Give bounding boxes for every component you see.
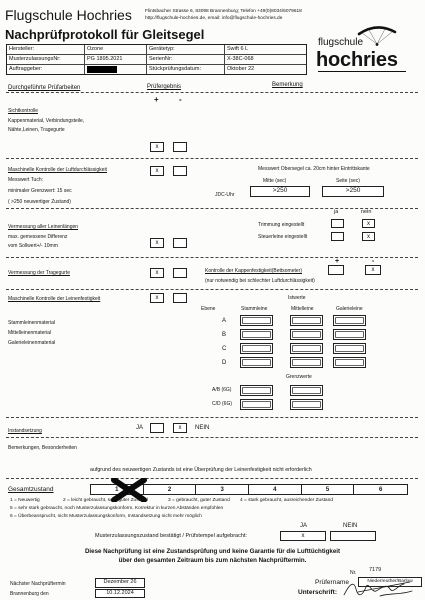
porosity-minus-checkbox <box>173 166 187 176</box>
canopy-strength-note: (nur notwendig bei schlechter Luftdurchlässigkeit) <box>205 278 315 284</box>
porosity-middle-label: Mitte (sec) <box>263 178 287 184</box>
place-date-value: 10.12.2024 <box>95 589 145 598</box>
minus-header: - <box>179 95 182 104</box>
lines-yes-header: ja <box>334 209 339 215</box>
porosity-plus-checkbox: x <box>150 166 164 176</box>
line-strength-plus-checkbox: x <box>150 293 164 303</box>
confirmation-no-checkbox <box>330 531 376 541</box>
divider <box>6 92 418 93</box>
strength-value-cell <box>240 343 273 354</box>
approval-label: MusterzulassungsNr: <box>7 55 85 65</box>
repair-yes-checkbox <box>150 423 164 433</box>
lines-minus-checkbox <box>173 238 187 248</box>
client-label: Auftraggeber: <box>7 65 85 75</box>
signature <box>340 579 415 599</box>
repair-no-checkbox: x <box>173 423 187 433</box>
date-label: Stückprüfungsdatum: <box>147 65 225 75</box>
main-line-material-label: Stammleinenmaterial <box>8 320 55 326</box>
document-title: Nachprüfprotokoll für Gleitsegel <box>5 27 205 42</box>
legend-grade-4: 4 = stark gebraucht, ausreichender Zustand <box>240 498 333 503</box>
brake-yes-checkbox <box>331 232 344 241</box>
next-inspection-label: Nächster Nachprüftermin <box>10 581 66 587</box>
repair-title: Instandsetzung <box>8 428 42 434</box>
strength-value-cell <box>333 329 366 340</box>
disclaimer-line1: Diese Nachprüfung ist eine Zustandsprüfung und keine Garantie für die Lufttüchtigkeit <box>84 548 341 555</box>
divider <box>6 257 418 258</box>
divider <box>6 417 418 418</box>
limit-ab-label: A/B (6G) <box>212 387 232 393</box>
strength-value-cell <box>240 357 273 368</box>
school-contact: http://flugschule-hochries.de, email: info@flugschule-hochries.de <box>145 16 283 21</box>
gallery-line-header: Galerieleine <box>336 306 363 312</box>
protocol-number: 7179 <box>369 567 382 573</box>
manufacturer-value: Ozone <box>85 45 147 55</box>
school-address: Flintsbacher Strasse 6, 83098 Brannenburg; Telefon +49(0)8034/6079618 <box>145 9 302 14</box>
main-line-header: Stammleine <box>241 306 268 312</box>
trim-no-checkbox: x <box>362 219 375 228</box>
model-label: Gerätetyp: <box>147 45 225 55</box>
overall-title: Gesamtzustand <box>8 486 54 493</box>
lines-no-header: nein <box>361 209 372 215</box>
canopy-strength-title: Kontrolle der Kappenfestigkeit(Bettsometer) <box>205 268 302 274</box>
confirmation-label: Musterzulassungszustand bestätigt / Prüfstempel aufgebracht: <box>95 533 247 539</box>
confirmation-yes-label: JA <box>300 523 308 529</box>
risers-plus-checkbox: x <box>150 268 164 278</box>
legend-grade-2: 2 = leicht gebraucht, sehr guter Zustand <box>63 498 148 503</box>
client-value <box>85 65 147 75</box>
level-label: D <box>222 360 227 366</box>
middle-line-header: Mittelleine <box>291 306 314 312</box>
divider <box>6 478 418 479</box>
inspector-value: Niederreuther/Barlow <box>358 577 422 587</box>
logo-line2: hochries <box>316 49 398 71</box>
level-header: Ebene <box>201 306 216 312</box>
remarks-title: Bemerkungen, Besonderheiten <box>8 445 77 451</box>
canopy-strength-plus-checkbox <box>328 265 344 275</box>
porosity-new-state: ( >250 neuwertiger Zustand) <box>8 199 71 205</box>
brake-no-checkbox: x <box>362 232 375 241</box>
column-remark: Bemerkung <box>272 82 303 88</box>
next-inspection-value: Dezember 26 <box>95 578 145 588</box>
grade-cell: 2 <box>144 485 197 494</box>
serial-value: X-38C-068 <box>225 55 306 65</box>
canopy-strength-minus-checkbox: x <box>365 265 381 275</box>
porosity-middle-value: >250 <box>250 186 310 197</box>
grade-cell: 6 <box>379 486 383 493</box>
legend-grade-1: 1 = Neuwertig <box>10 498 40 503</box>
limit-value-cell <box>240 385 273 396</box>
lines-title: Vermessung aller Leinenlängen <box>8 224 79 230</box>
column-result: Prüfergebnis <box>147 84 182 90</box>
level-label: C <box>222 346 227 352</box>
school-name: Flugschule Hochries <box>5 7 132 23</box>
porosity-min-limit: minimaler Grenzwert: 15 sec <box>8 188 72 194</box>
middle-line-material-label: Mittelleinenmaterial <box>8 330 52 336</box>
plus-header: + <box>154 95 159 104</box>
legend-grade-6: 6 = Überbeansprucht, nicht Musterzulassungskonform, Instandsetzung nicht mehr möglich <box>10 514 202 519</box>
manufacturer-label: Hersteller: <box>7 45 85 55</box>
legend-grade-3: 3 = gebraucht, guter Zustand <box>168 498 230 503</box>
logo-line1: flugschule <box>318 37 364 48</box>
strength-value-cell <box>240 315 273 326</box>
strength-plus-header: + <box>335 258 340 265</box>
level-label: A <box>222 318 227 324</box>
limit-value-cell <box>290 385 323 396</box>
limit-cd-label: C/D (6G) <box>212 401 232 407</box>
trim-yes-checkbox <box>331 219 344 228</box>
confirmation-no-label: NEIN <box>343 523 358 529</box>
strength-value-cell <box>290 315 323 326</box>
overall-grade-scale <box>90 484 408 495</box>
porosity-side-value: >250 <box>322 186 384 197</box>
strength-value-cell <box>333 315 366 326</box>
brake-label: Steuerleine eingestellt <box>258 234 308 240</box>
grade-cell: 3 <box>196 485 249 494</box>
confirmation-yes-checkbox: x <box>280 531 326 541</box>
signature-label: Unterschrift: <box>298 589 338 596</box>
grade-cell: 4 <box>249 485 302 494</box>
divider <box>6 289 418 290</box>
lines-line1: max. gemessene Differenz <box>8 234 68 240</box>
repair-yes-label: JA <box>136 425 144 431</box>
strength-value-cell <box>333 343 366 354</box>
model-value: Swift 6 L <box>225 45 306 55</box>
visual-minus-checkbox <box>173 142 187 152</box>
risers-minus-checkbox <box>173 268 187 278</box>
disclaimer-line2: über den gesamten Zeitraum bis zum nächsten Nachprüftermin. <box>118 557 307 564</box>
repair-no-label: NEIN <box>195 425 210 431</box>
porosity-location: Messwert Obersegel ca. 20cm hinter Eintrittskante <box>258 166 370 172</box>
legend-grade-5: 5 = sehr stark gebraucht, noch Musterzulassungskonform, Korrektur in kurzen Abständen empfohlen <box>10 506 224 511</box>
date-value: Oktober 22 <box>227 65 255 72</box>
visual-line1: Kappenmaterial, Verbindungsteile, <box>8 118 85 124</box>
redaction-box <box>87 66 117 73</box>
visual-title: Sichtkontrolle <box>8 108 39 114</box>
line-strength-minus-checkbox <box>173 293 187 303</box>
level-label: B <box>222 332 227 338</box>
divider <box>6 158 418 159</box>
porosity-title: Maschinelle Kontrolle der Luftdurchlässigkeit <box>8 167 107 173</box>
strength-value-cell <box>333 357 366 368</box>
limits-label: Grenzwerte <box>286 374 312 380</box>
porosity-device: JDC-Uhr <box>215 192 235 198</box>
grade-cell: 1 <box>91 485 144 494</box>
divider <box>6 437 418 438</box>
protocol-number-label: Nr. <box>350 570 357 576</box>
logo-underline <box>318 71 406 72</box>
trim-label: Trimmung eingestellt <box>258 222 305 228</box>
actual-values-label: Istwerte <box>288 295 306 301</box>
inspector-label: Prüfername <box>315 579 349 586</box>
place-label: Brannenburg den <box>10 591 49 597</box>
divider <box>6 208 418 209</box>
column-work: Durchgeführte Prüfarbeiten <box>8 85 81 91</box>
grade-cell: 5 <box>302 485 355 494</box>
strength-value-cell <box>290 329 323 340</box>
lines-plus-checkbox: x <box>150 238 164 248</box>
porosity-measure-label: Messwert Tuch: <box>8 177 44 183</box>
visual-plus-checkbox: x <box>150 142 164 152</box>
device-info-table <box>6 44 307 75</box>
strength-minus-header: - <box>372 258 375 265</box>
limit-value-cell <box>290 399 323 410</box>
line-strength-title: Maschinelle Kontrolle der Leinenfestigkeit <box>8 296 101 302</box>
approval-value: PG 1895.2021 <box>85 55 147 65</box>
risers-title: Vermessung der Tragegurte <box>8 270 70 276</box>
visual-line2: Nähte,Leinen, Tragegurte <box>8 127 65 133</box>
limit-value-cell <box>240 399 273 410</box>
serial-label: SerienNr: <box>147 55 225 65</box>
remarks-text: aufgrund des neuwertigen Zustands ist eine Überprüfung der Leinenfestigkeit nicht erforderlich <box>90 467 312 473</box>
strength-value-cell <box>290 357 323 368</box>
strength-value-cell <box>290 343 323 354</box>
gallery-line-material-label: Galerieleinenmaterial <box>8 340 56 346</box>
strength-value-cell <box>240 329 273 340</box>
lines-line2: vom Sollwert+/- 10mm <box>8 243 58 249</box>
porosity-side-label: Seite (sec) <box>336 178 360 184</box>
